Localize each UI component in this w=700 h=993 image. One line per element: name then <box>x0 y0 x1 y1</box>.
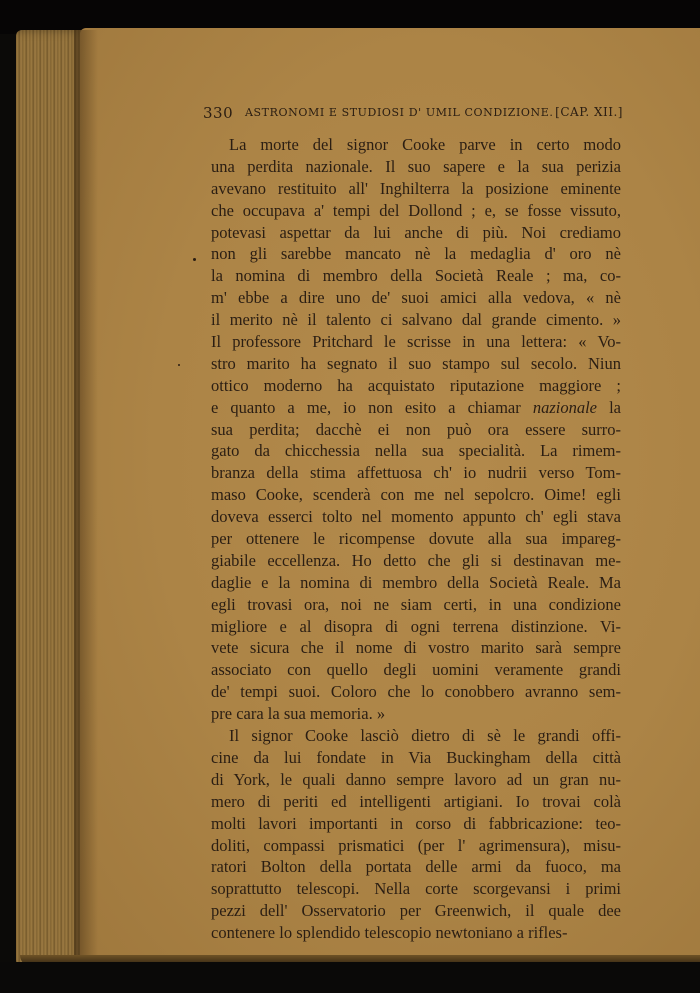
text-line: pre cara la sua memoria. » <box>211 704 386 724</box>
text-line: ottico moderno ha acquistato riputazione maggiore ; <box>211 375 621 395</box>
text-line: di York, le quali danno sempre lavoro ad un gran nu- <box>211 769 621 789</box>
text-line: daglie e la nomina di membro della Società Reale. Ma <box>211 572 621 592</box>
scan-bottom-margin <box>0 962 700 993</box>
text-line: migliore e al disopra di ogni terrena distinzione. Vi- <box>211 616 621 636</box>
text-line: per ottenere le ricompense dovute alla sua impareg- <box>211 529 621 549</box>
text-line: vete sicura che il nome di vostro marito sarà sempre <box>211 638 621 658</box>
text-line: de' tempi suoi. Coloro che lo conobbero avranno sem- <box>211 682 621 702</box>
text-line: Il signor Cooke lasciò dietro di sè le grandi offi- <box>229 726 621 746</box>
text-line: doliti, compassi prismatici (per l' agrimensura), misu- <box>211 835 621 855</box>
text-line: molti lavori importanti in corso di fabbricazione: teo- <box>211 813 621 833</box>
text-line: branza della stima affettuosa ch' io nudrii verso Tom- <box>211 463 621 483</box>
text-line: la nomina di membro della Società Reale ; ma, co- <box>211 266 621 286</box>
text-line: soprattutto telescopi. Nella corte scorgevansi i primi <box>211 879 621 899</box>
text-line: stro marito ha segnato il suo stampo sul secolo. Niun <box>211 353 621 373</box>
text-line: giabile eccellenza. Ho detto che gli si destinavan me- <box>211 550 621 570</box>
text-line: potevasi aspettar da lui anche di più. Noi crediamo <box>211 222 621 242</box>
spine-shadow <box>74 30 98 965</box>
running-title: ASTRONOMI E STUDIOSI D' UMIL CONDIZIONE. <box>245 106 554 119</box>
text-line: contenere lo splendido telescopio newtoniano a rifles- <box>211 923 568 943</box>
chapter-reference: [CAP. XII.] <box>555 105 623 119</box>
text-line: pezzi dell' Osservatorio per Greenwich, il quale dee <box>211 901 621 921</box>
text-line: cine da lui fondate in Via Buckingham della città <box>211 747 621 767</box>
text-line: La morte del signor Cooke parve in certo modo <box>229 135 621 154</box>
text-line: una perdita nazionale. Il suo sapere e la sua perizia <box>211 156 621 176</box>
page-number: 330 <box>203 104 234 122</box>
text-line: sua perdita; dacchè ei non può ora essere surro- <box>211 419 621 439</box>
text-line: non gli sarebbe mancato nè la medaglia d' oro nè <box>211 244 621 264</box>
italic-word: nazionale <box>532 397 597 417</box>
text-line: egli trovasi ora, noi ne siam certi, in una condizione <box>211 594 621 614</box>
running-header <box>203 104 623 128</box>
text-line: maso Cooke, scenderà con me nel sepolcro. Oime! egli <box>211 485 621 505</box>
text-line: avevano restituito all' Inghilterra la posizione eminente <box>211 178 621 198</box>
text-line: ratori Bolton della portata delle armi da fuoco, ma <box>211 857 621 877</box>
text-line: mero di periti ed intelligenti artigiani. Io trovai colà <box>211 791 621 811</box>
text-line: il merito nè il talento ci salvano dal grande cimento. » <box>211 310 621 330</box>
text-line: che occupava a' tempi del Dollond ; e, se fosse vissuto, <box>211 200 621 220</box>
text-line: doveva esserci tolto nel momento appunto ch' egli stava <box>211 507 621 527</box>
text-line: Il professore Pritchard le scrisse in una lettera: « Vo- <box>211 332 621 352</box>
text-line: gato da chicchessia nella sua specialità. La rimem- <box>211 441 621 461</box>
ink-speck <box>178 364 180 366</box>
body-text <box>211 134 621 944</box>
text-line: associato con quello degli uomini veramente grandi <box>211 660 621 680</box>
ink-speck <box>193 258 196 261</box>
text-line: m' ebbe a dire uno de' suoi amici alla vedova, « nè <box>211 288 621 308</box>
text-line: e quanto a me, io non esito a chiamar nazionale la <box>211 397 621 417</box>
